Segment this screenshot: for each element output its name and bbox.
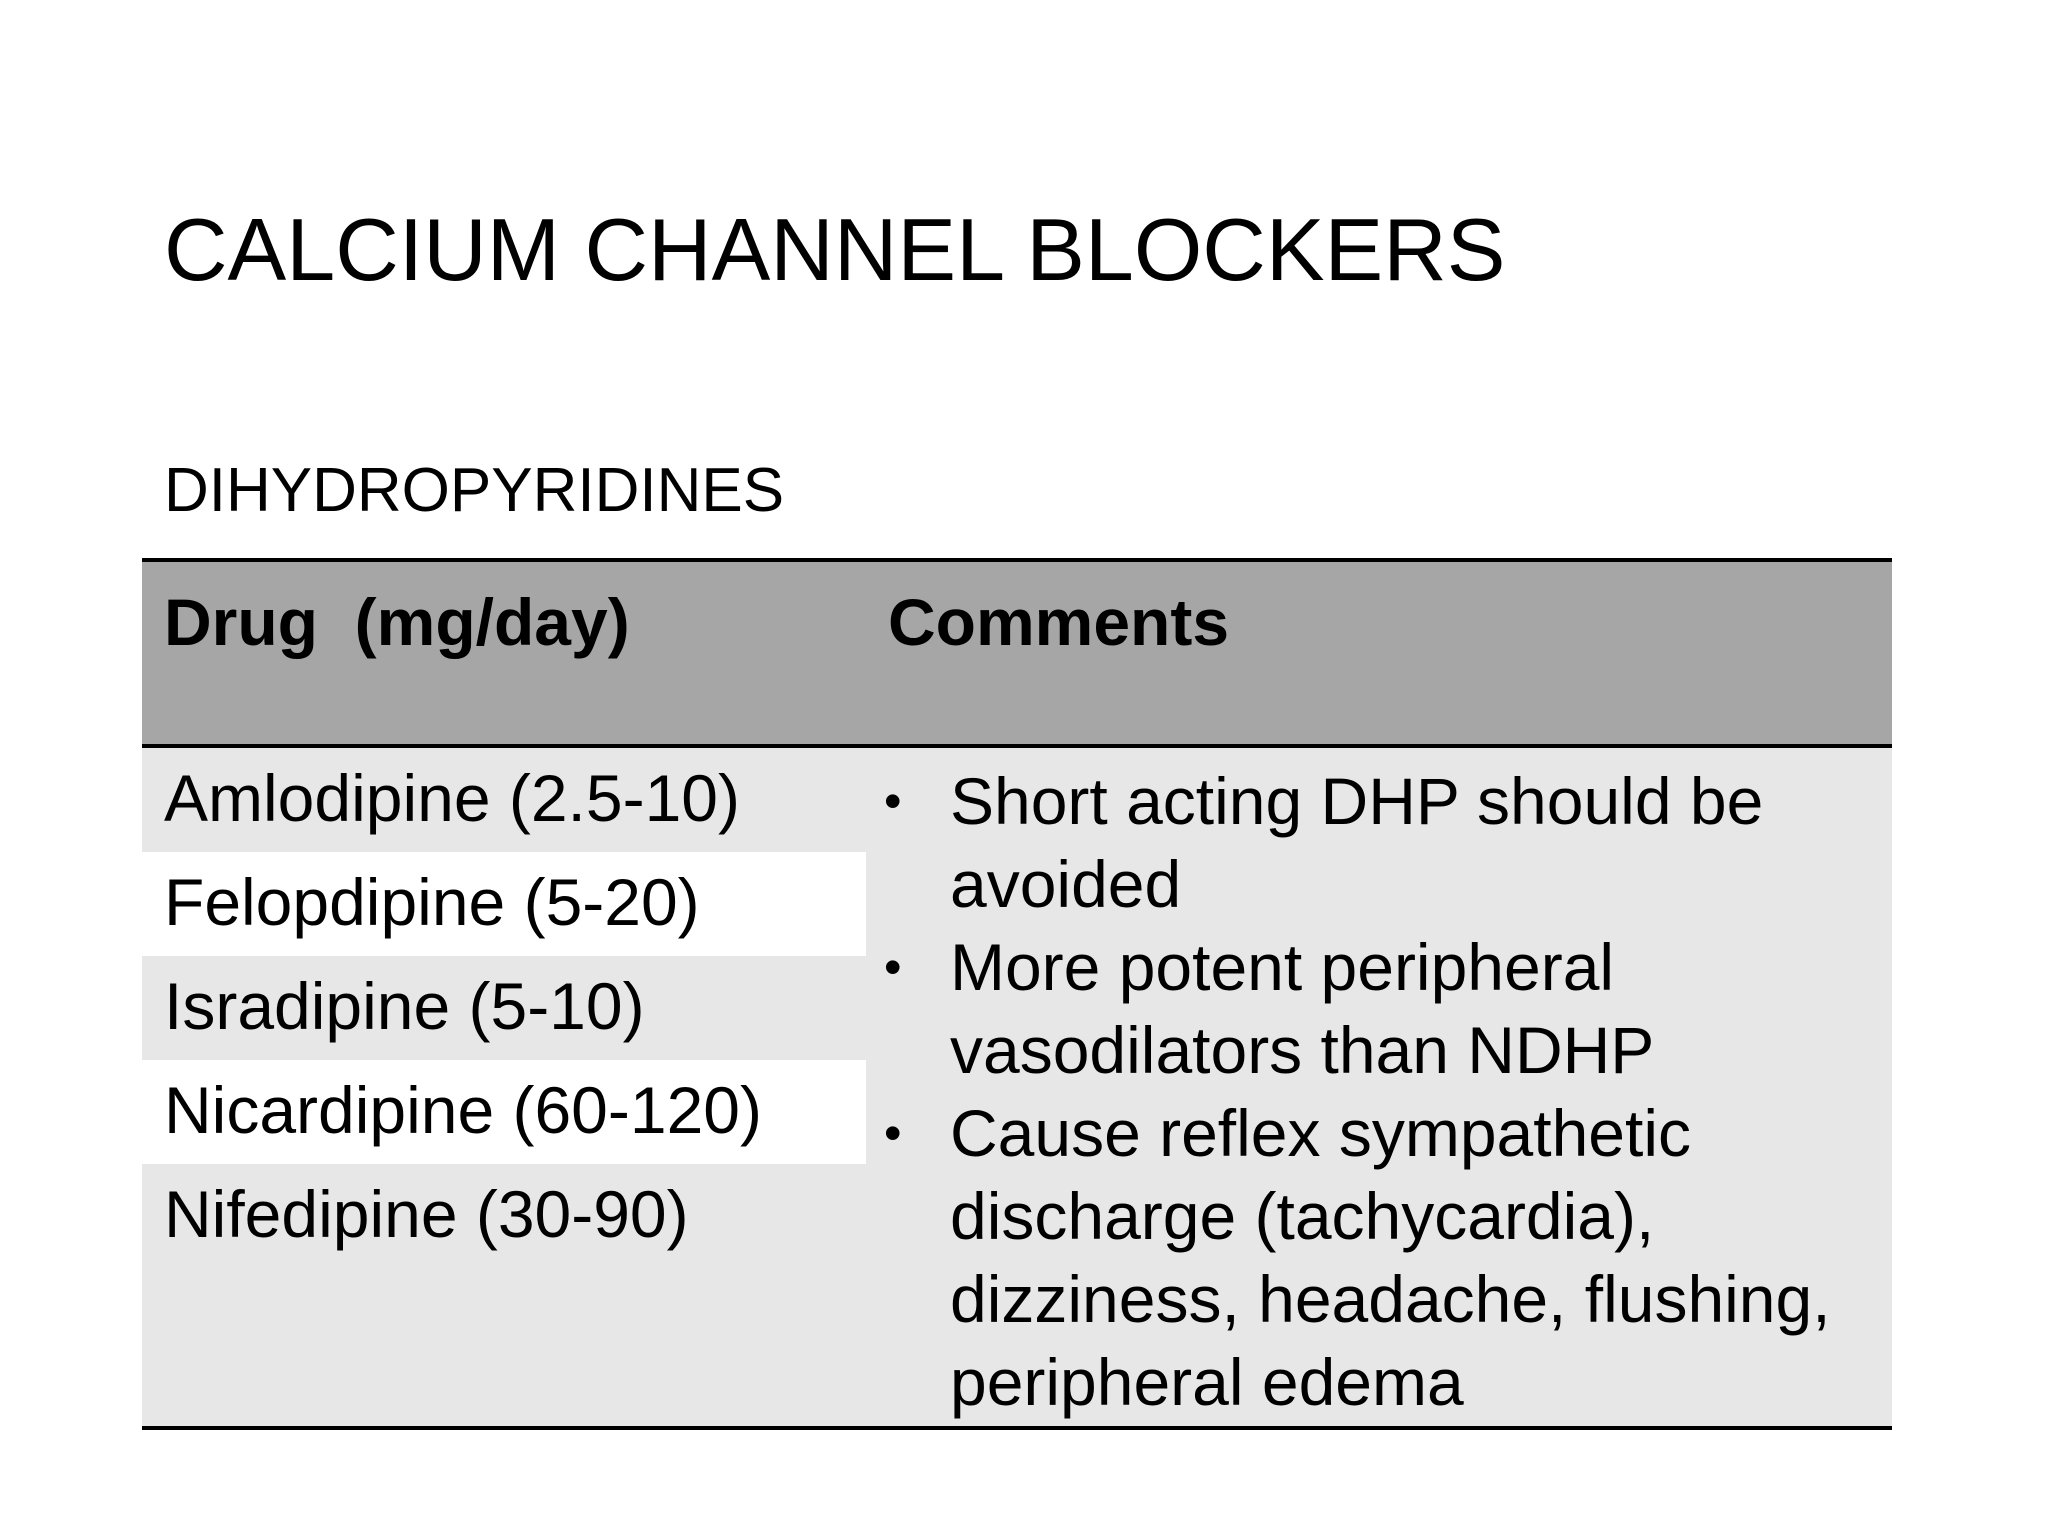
- table-row: [142, 1164, 866, 1268]
- table-row: [142, 1060, 866, 1164]
- comment-text: Cause reflex sympathetic discharge (tachycardia), dizziness, headache, flushing, peripheral edema: [950, 1096, 1831, 1419]
- drug-name: Felopdipine (5-20): [164, 865, 700, 939]
- table-row: [142, 748, 866, 852]
- header-drug-dosage: Drug (mg/day): [164, 585, 630, 659]
- table-row: [142, 956, 866, 1060]
- comment-item: [884, 926, 1884, 1092]
- table-bottom-rule: [142, 1426, 1892, 1430]
- drug-name: Nifedipine (30-90): [164, 1177, 689, 1251]
- table-header-rule: [142, 744, 1892, 748]
- comment-text: More potent peripheral vasodilators than NDHP: [950, 930, 1655, 1087]
- header-comments: Comments: [888, 585, 1230, 659]
- comment-item: [884, 760, 1884, 926]
- drug-table: [142, 558, 1892, 1430]
- section-heading: DIHYDROPYRIDINES: [164, 456, 785, 525]
- drug-name: Amlodipine (2.5-10): [164, 761, 740, 835]
- bullet-icon: •: [884, 939, 902, 995]
- table-header: [142, 562, 1892, 744]
- slide-title: CALCIUM CHANNEL BLOCKERS: [164, 200, 1506, 299]
- comment-text: Short acting DHP should be avoided: [950, 764, 1764, 921]
- table-row: [142, 852, 866, 956]
- bullet-icon: •: [884, 773, 902, 829]
- comments-list: [884, 760, 1884, 1424]
- table-top-rule: [142, 558, 1892, 562]
- drug-name: Nicardipine (60-120): [164, 1073, 762, 1147]
- bullet-icon: •: [884, 1105, 902, 1161]
- drug-name: Isradipine (5-10): [164, 969, 645, 1043]
- comment-item: [884, 1092, 1884, 1424]
